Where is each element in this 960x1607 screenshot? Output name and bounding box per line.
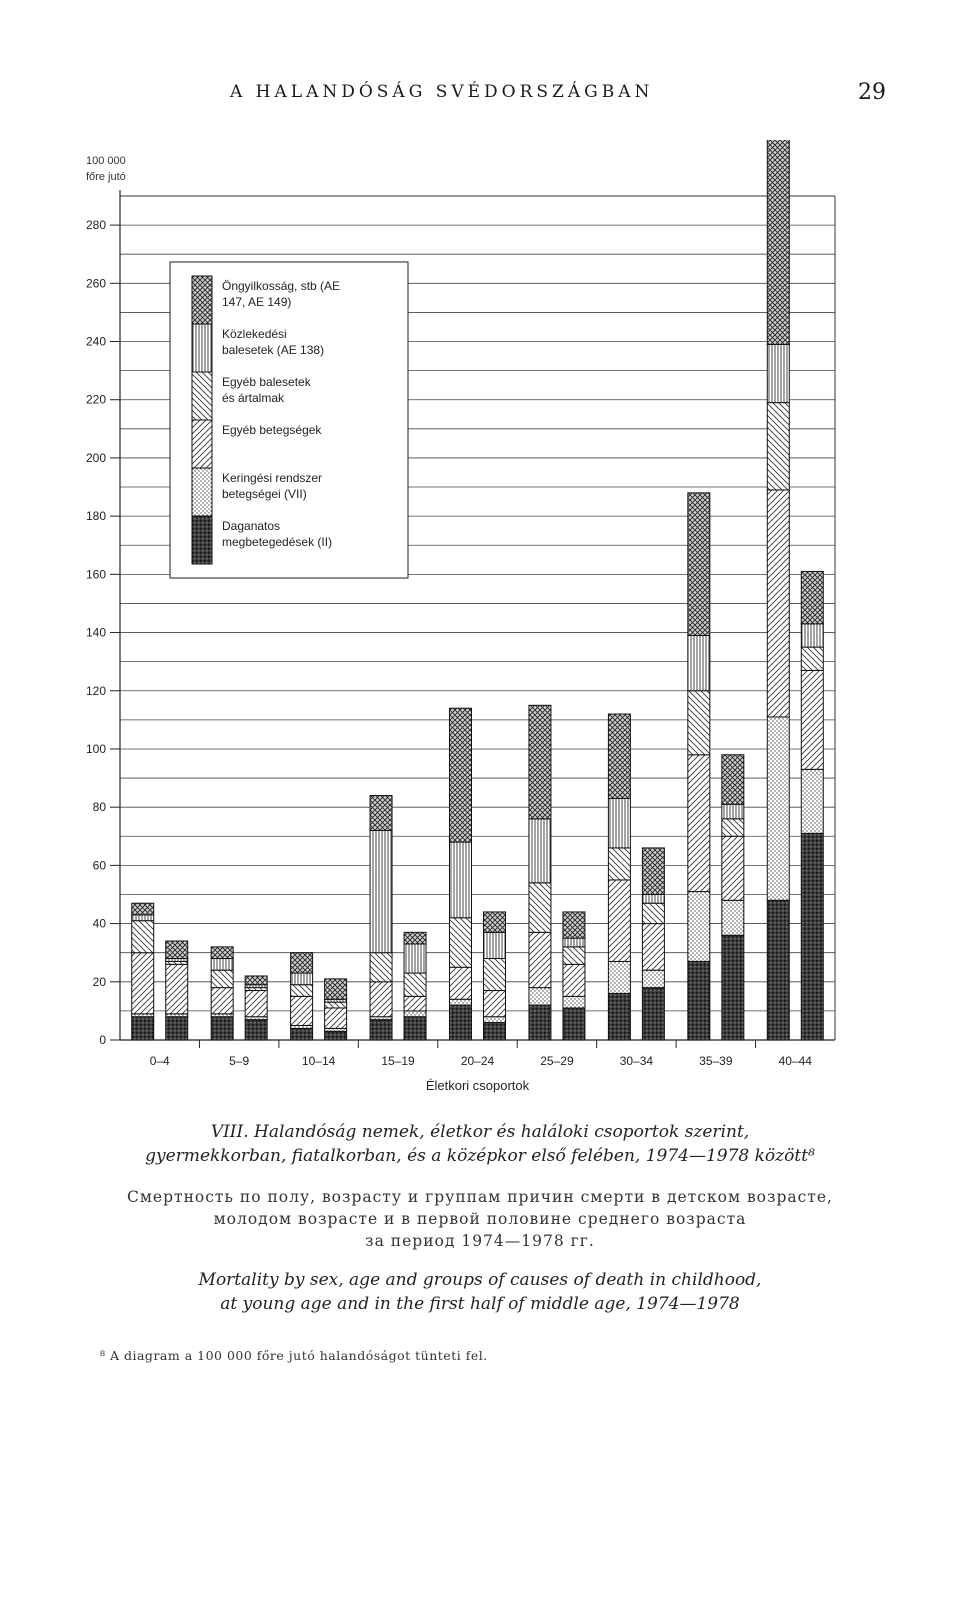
bar-segment-40-44-male: [767, 403, 789, 490]
bar-segment-10-14-male: [291, 953, 313, 973]
bar-segment-10-14-female: [325, 1008, 347, 1028]
legend-swatch: [192, 372, 212, 420]
bar-segment-25-29-male: [529, 988, 551, 1005]
x-tick-label: 0–4: [149, 1054, 170, 1068]
bar-segment-25-29-male: [529, 1005, 551, 1040]
caption-hu-line-2: gyermekkorban, fiatalkorban, és a középkor első felében, 1974—1978 között⁸: [145, 1146, 815, 1166]
legend-swatch: [192, 516, 212, 564]
y-tick-label: 280: [85, 218, 106, 233]
caption-russian: [40, 1186, 920, 1252]
bar-segment-30-34-male: [608, 848, 630, 880]
bar-segment-30-34-female: [642, 894, 664, 903]
bar-segment-40-44-female: [801, 647, 823, 670]
bar-segment-5-9-male: [211, 959, 233, 971]
legend-label: Egyéb balesetek és ártalmak: [222, 375, 311, 405]
bar-segment-40-44-female: [801, 571, 823, 623]
caption-en-line-1: Mortality by sex, age and groups of causes of death in childhood,: [198, 1270, 762, 1290]
legend: [170, 262, 408, 578]
bar-segment-40-44-male: [767, 140, 789, 344]
bar-segment-10-14-male: [291, 985, 313, 997]
bar-segment-0-4-male: [132, 915, 154, 921]
bar-segment-20-24-female: [484, 1017, 506, 1023]
bar-segment-15-19-female: [404, 996, 426, 1011]
y-tick-label: 240: [85, 334, 106, 349]
x-tick-label: 30–34: [619, 1054, 654, 1068]
y-tick-label: 100: [85, 741, 106, 756]
y-tick-label: 20: [92, 974, 106, 989]
bar-segment-40-44-male: [767, 344, 789, 402]
bar-segment-15-19-female: [404, 973, 426, 996]
bar-segment-20-24-female: [484, 912, 506, 932]
bar-segment-5-9-female: [245, 1020, 267, 1040]
bar-segment-30-34-female: [642, 970, 664, 987]
y-tick-label: 120: [85, 683, 106, 698]
legend-label: Közlekedési balesetek (AE 138): [222, 327, 325, 357]
caption-ru-line-3: за период 1974—1978 гг.: [365, 1232, 595, 1250]
bar-segment-25-29-female: [563, 912, 585, 938]
bar-segment-20-24-female: [484, 959, 506, 991]
bar-segment-25-29-female: [563, 964, 585, 996]
bar-segment-10-14-female: [325, 979, 347, 999]
bar-segment-5-9-male: [211, 947, 233, 959]
y-axis-label-line-1: 100 000: [86, 155, 126, 167]
bar-segment-35-39-female: [722, 755, 744, 804]
bar-segment-35-39-female: [722, 935, 744, 1040]
bar-segment-35-39-male: [688, 691, 710, 755]
y-tick-label: 180: [85, 509, 106, 524]
bar-segment-15-19-female: [404, 932, 426, 944]
bar-segment-0-4-male: [132, 953, 154, 1014]
bar-segment-40-44-female: [801, 833, 823, 1040]
page-number: 29: [858, 80, 886, 105]
bar-segment-0-4-female: [166, 1017, 188, 1040]
bar-segment-10-14-male: [291, 973, 313, 985]
bar-segment-35-39-male: [688, 892, 710, 962]
caption-english: [40, 1268, 920, 1316]
bar-segment-35-39-female: [722, 836, 744, 900]
bar-segment-0-4-male: [132, 903, 154, 915]
bar-segment-5-9-male: [211, 1017, 233, 1040]
caption-hungarian: [40, 1120, 920, 1168]
bar-segment-10-14-female: [325, 1002, 347, 1008]
legend-label: Daganatos megbetegedések (II): [222, 519, 333, 549]
bar-segment-20-24-male: [450, 999, 472, 1005]
legend-label: Keringési rendszer betegségei (VII): [222, 471, 323, 501]
bar-segment-35-39-male: [688, 635, 710, 690]
bar-segment-20-24-male: [450, 967, 472, 999]
caption-ru-line-1: Смертность по полу, возрасту и группам причин смерти в детском возрасте,: [127, 1188, 833, 1206]
bar-segment-40-44-female: [801, 769, 823, 833]
bar-segment-30-34-female: [642, 924, 664, 971]
x-tick-label: 25–29: [540, 1054, 574, 1068]
bar-segment-40-44-male: [767, 900, 789, 1040]
bar-segment-20-24-male: [450, 842, 472, 918]
bar-segment-30-34-female: [642, 988, 664, 1040]
legend-swatch: [192, 420, 212, 468]
page-header: [0, 76, 960, 116]
bar-segment-35-39-female: [722, 804, 744, 819]
bar-segment-30-34-male: [608, 993, 630, 1040]
bar-segment-30-34-male: [608, 880, 630, 961]
footnote: ⁸ A diagram a 100 000 főre jutó halandóságot tünteti fel.: [100, 1348, 488, 1363]
bar-segment-0-4-male: [132, 1017, 154, 1040]
x-tick-label: 20–24: [460, 1054, 495, 1068]
bar-segment-20-24-female: [484, 932, 506, 958]
y-tick-label: 140: [85, 625, 106, 640]
bar-segment-35-39-male: [688, 755, 710, 892]
bar-segment-10-14-male: [291, 1028, 313, 1040]
y-tick-label: 220: [85, 392, 106, 407]
legend-swatch: [192, 468, 212, 516]
bar-segment-25-29-male: [529, 819, 551, 883]
bar-segment-30-34-female: [642, 848, 664, 895]
y-tick-label: 260: [85, 276, 106, 291]
bar-segment-5-9-male: [211, 970, 233, 987]
legend-label: Öngyilkosság, stb (AE 147, AE 149): [222, 279, 341, 309]
bar-segment-20-24-male: [450, 708, 472, 842]
x-tick-label: 5–9: [229, 1054, 250, 1068]
bar-segment-25-29-male: [529, 932, 551, 987]
bar-segment-35-39-female: [722, 900, 744, 935]
caption-hu-line-1: VIII. Halandóság nemek, életkor és haláloki csoportok szerint,: [210, 1122, 750, 1142]
bar-segment-10-14-female: [325, 1031, 347, 1040]
y-tick-label: 80: [92, 800, 106, 815]
bar-segment-25-29-female: [563, 996, 585, 1008]
x-tick-label: 40–44: [778, 1054, 812, 1068]
bar-segment-0-4-female: [166, 964, 188, 1013]
bar-segment-35-39-female: [722, 819, 744, 836]
bar-segment-40-44-male: [767, 717, 789, 900]
bar-segment-30-34-male: [608, 714, 630, 798]
bar-segment-40-44-female: [801, 624, 823, 647]
y-tick-label: 160: [85, 567, 106, 582]
y-tick-label: 200: [85, 450, 106, 465]
bar-segment-30-34-female: [642, 903, 664, 923]
bar-segment-5-9-female: [245, 976, 267, 985]
bar-segment-25-29-male: [529, 705, 551, 819]
mortality-stacked-bar-chart: [0, 140, 960, 1100]
bar-segment-5-9-female: [245, 991, 267, 1017]
bar-segment-20-24-female: [484, 991, 506, 1017]
legend-swatch: [192, 324, 212, 372]
legend-label: Egyéb betegségek: [222, 423, 322, 437]
bar-segment-40-44-female: [801, 670, 823, 769]
bar-segment-15-19-female: [404, 944, 426, 973]
y-tick-label: 40: [92, 916, 106, 931]
bar-segment-35-39-male: [688, 961, 710, 1040]
bar-segment-15-19-male: [370, 1020, 392, 1040]
running-head: A HALANDÓSÁG SVÉDORSZÁGBAN: [230, 82, 654, 102]
bar-segment-15-19-female: [404, 1017, 426, 1040]
y-tick-label: 0: [99, 1033, 106, 1047]
bar-segment-40-44-male: [767, 490, 789, 717]
x-axis-title: Életkori csoportok: [425, 1078, 530, 1093]
bar-segment-10-14-male: [291, 996, 313, 1025]
caption-ru-line-2: молодом возрасте и в первой половине среднего возраста: [213, 1210, 747, 1228]
x-tick-label: 15–19: [381, 1054, 415, 1068]
bar-segment-0-4-female: [166, 941, 188, 958]
bar-segment-0-4-male: [132, 921, 154, 953]
x-tick-label: 35–39: [699, 1054, 733, 1068]
bar-segment-15-19-female: [404, 1011, 426, 1017]
y-axis-label-line-2: főre jutó: [86, 171, 126, 183]
bar-segment-20-24-male: [450, 918, 472, 967]
bar-segment-35-39-male: [688, 493, 710, 636]
bar-segment-20-24-male: [450, 1005, 472, 1040]
bar-segment-15-19-male: [370, 796, 392, 831]
bar-segment-30-34-male: [608, 961, 630, 993]
bar-segment-5-9-male: [211, 988, 233, 1014]
x-tick-label: 10–14: [301, 1054, 336, 1068]
y-tick-label: 60: [92, 858, 106, 873]
bar-segment-15-19-male: [370, 953, 392, 982]
bar-segment-15-19-male: [370, 982, 392, 1017]
bar-segment-30-34-male: [608, 798, 630, 847]
bar-segment-25-29-female: [563, 947, 585, 964]
bar-segment-25-29-female: [563, 1008, 585, 1040]
bar-segment-25-29-female: [563, 938, 585, 947]
bar-segment-20-24-female: [484, 1023, 506, 1040]
bar-segment-25-29-male: [529, 883, 551, 932]
caption-en-line-2: at young age and in the first half of middle age, 1974—1978: [220, 1294, 740, 1314]
bar-segment-15-19-male: [370, 830, 392, 952]
legend-swatch: [192, 276, 212, 324]
